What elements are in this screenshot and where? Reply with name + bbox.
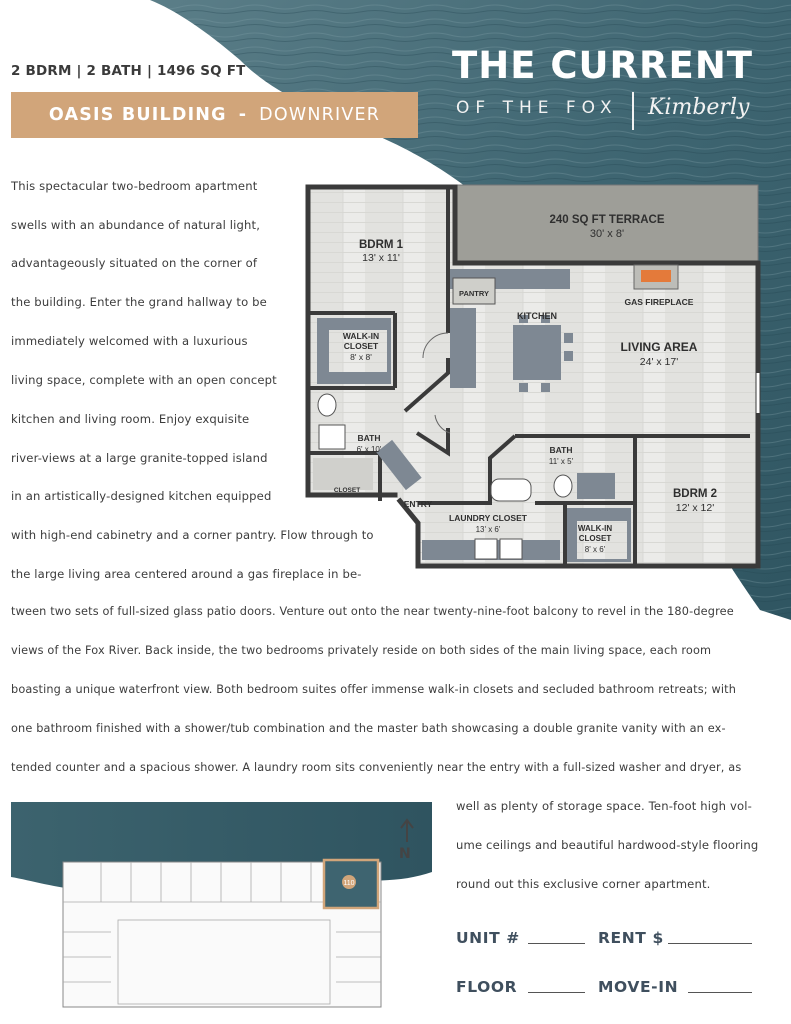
- toilet-icon: [554, 475, 572, 497]
- bath1-label: BATH: [357, 433, 381, 443]
- description-line: the building. Enter the grand hallway to be: [11, 295, 267, 309]
- compass-north-label: N: [399, 846, 411, 862]
- description-line: ume ceilings and beautiful hardwood-style flooring: [456, 838, 759, 852]
- unit-number-field[interactable]: [528, 943, 585, 944]
- shower-icon: [319, 425, 345, 449]
- bath2-dims: 11' x 5': [548, 457, 574, 466]
- entry-label: ENTRY: [403, 499, 433, 509]
- living-label: LIVING AREA: [620, 340, 698, 354]
- description-line: one bathroom finished with a shower/tub combination and the master bath showcasing a double granite vanity with an ex-: [11, 722, 726, 735]
- rent-field[interactable]: [668, 943, 752, 944]
- walkin2-label: WALK-IN: [577, 524, 613, 533]
- bath2-vanity: [577, 473, 615, 499]
- description-line: advantageously situated on the corner of: [11, 256, 258, 270]
- brand-title: THE CURRENT: [452, 44, 754, 87]
- terrace-dims: 30' x 8': [589, 228, 625, 240]
- terrace-label: 240 SQ FT TERRACE: [549, 214, 665, 226]
- floor-field[interactable]: [528, 992, 585, 993]
- bdrm1-label: BDRM 1: [358, 239, 404, 251]
- bath1-dims: 6' x 10': [356, 445, 382, 454]
- kitchen-range: [450, 308, 476, 388]
- bdrm1-dims: 13' x 11': [362, 252, 400, 264]
- description-line: the large living area centered around a gas fireplace in be-: [11, 567, 362, 581]
- fireplace-label: GAS FIREPLACE: [624, 297, 694, 307]
- description-line: tween two sets of full-sized glass patio doors. Venture out onto the near twenty-nine-foot balcony to revel in the 180-degree: [11, 605, 734, 618]
- description-line: well as plenty of storage space. Ten-foot high vol-: [456, 799, 752, 813]
- move-in-label: MOVE-IN: [598, 978, 679, 996]
- pantry-label: PANTRY: [459, 289, 489, 298]
- unit-specs: 2 BDRM | 2 BATH | 1496 SQ FT: [11, 63, 246, 79]
- bdrm2-dims: 12' x 12': [675, 502, 715, 514]
- description-line: kitchen and living room. Enjoy exquisite: [11, 412, 250, 426]
- washer-icon: [475, 539, 497, 559]
- unit-number-label: UNIT #: [456, 929, 520, 947]
- building-banner: [11, 92, 418, 138]
- brand-subtitle: OF THE FOX: [456, 98, 618, 118]
- description-line: living space, complete with an open concept: [11, 373, 277, 387]
- laundry-label: LAUNDRY CLOSET: [449, 513, 527, 523]
- closet-label: CLOSET: [333, 487, 361, 494]
- walkin2-label: CLOSET: [578, 534, 612, 543]
- unit-marker-label: 110: [343, 880, 355, 887]
- description-line: This spectacular two-bedroom apartment: [11, 179, 258, 193]
- living-dims: 24' x 17': [639, 356, 679, 368]
- brand-script-logo: Kimberly: [648, 95, 750, 120]
- move-in-field[interactable]: [688, 992, 752, 993]
- description-line: tended counter and a spacious shower. A laundry room sits conveniently near the entry with a full-sized washer and dryer, as: [11, 761, 742, 774]
- description-line: river-views at a large granite-topped island: [11, 451, 268, 465]
- description-line: boasting a unique waterfront view. Both bedroom suites offer immense walk-in closets and secluded bathroom retreats; with: [11, 683, 737, 696]
- description-line: immediately welcomed with a luxurious: [11, 334, 248, 348]
- kitchen-label: KITCHEN: [517, 311, 557, 321]
- description-line: in an artistically-designed kitchen equipped: [11, 489, 272, 503]
- walkin2-dims: 8' x 6': [584, 545, 606, 554]
- description-line: views of the Fox River. Back inside, the two bedrooms privately reside on both sides of the main living space, each room: [11, 644, 712, 657]
- bathtub-icon: [491, 479, 531, 501]
- bath1-closet: [313, 458, 373, 490]
- toilet-icon: [318, 394, 336, 416]
- building-name: OASIS BUILDING: [48, 105, 227, 125]
- description-line: swells with an abundance of natural light,: [11, 218, 261, 232]
- brand-divider: [632, 92, 634, 130]
- floor-label: FLOOR: [456, 978, 518, 996]
- banner-separator: -: [238, 105, 248, 125]
- bdrm2-label: BDRM 2: [672, 488, 718, 500]
- bath2-label: BATH: [549, 445, 573, 455]
- dryer-icon: [500, 539, 522, 559]
- laundry-dims: 13' x 6': [475, 525, 501, 534]
- description-line: with high-end cabinetry and a corner pantry. Flow through to: [11, 528, 374, 542]
- walkin1-dims: 8' x 8': [350, 352, 372, 362]
- rent-label: RENT $: [598, 929, 664, 947]
- floor-plan: [305, 183, 763, 571]
- site-plan: [11, 802, 432, 1009]
- description-line: round out this exclusive corner apartment.: [456, 877, 711, 891]
- fire-icon: [641, 270, 671, 282]
- walkin1-label: CLOSET: [343, 341, 379, 351]
- walkin1-label: WALK-IN: [342, 331, 380, 341]
- kitchen-island: [513, 325, 561, 380]
- building-location: DOWNRIVER: [259, 105, 381, 125]
